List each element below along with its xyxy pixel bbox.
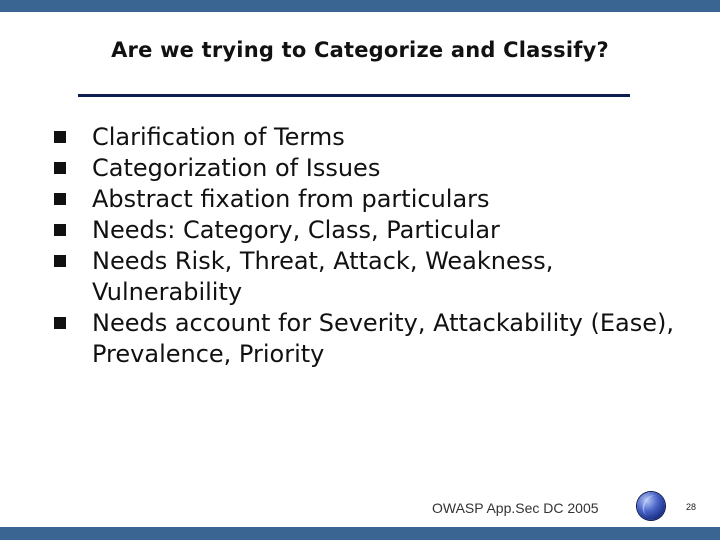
bullet-item bbox=[54, 215, 674, 246]
square-bullet-icon bbox=[54, 193, 66, 205]
page-number: 28 bbox=[686, 502, 697, 512]
bullet-text: Needs account for Severity, Attackability (Ease), Prevalence, Priority bbox=[92, 309, 674, 368]
bullet-item bbox=[54, 246, 674, 308]
bullet-text: Needs Risk, Threat, Attack, Weakness, Vulnerability bbox=[92, 247, 554, 306]
bullet-item bbox=[54, 184, 674, 215]
bullet-text: Clarification of Terms bbox=[92, 123, 345, 151]
bullet-item bbox=[54, 122, 674, 153]
bullet-item bbox=[54, 308, 674, 370]
slide-title: Are we trying to Categorize and Classify? bbox=[111, 38, 609, 62]
square-bullet-icon bbox=[54, 255, 66, 267]
bullet-text: Categorization of Issues bbox=[92, 154, 381, 182]
bullet-list bbox=[54, 122, 674, 370]
title-underline bbox=[78, 94, 630, 97]
bottom-band bbox=[0, 527, 720, 540]
square-bullet-icon bbox=[54, 224, 66, 236]
bullet-text: Abstract fixation from particulars bbox=[92, 185, 490, 213]
square-bullet-icon bbox=[54, 131, 66, 143]
square-bullet-icon bbox=[54, 317, 66, 329]
globe-icon bbox=[637, 492, 665, 520]
square-bullet-icon bbox=[54, 162, 66, 174]
top-band bbox=[0, 0, 720, 12]
bullet-item bbox=[54, 153, 674, 184]
footer-event-name: OWASP App.Sec DC 2005 bbox=[432, 500, 599, 516]
bullet-text: Needs: Category, Class, Particular bbox=[92, 216, 500, 244]
